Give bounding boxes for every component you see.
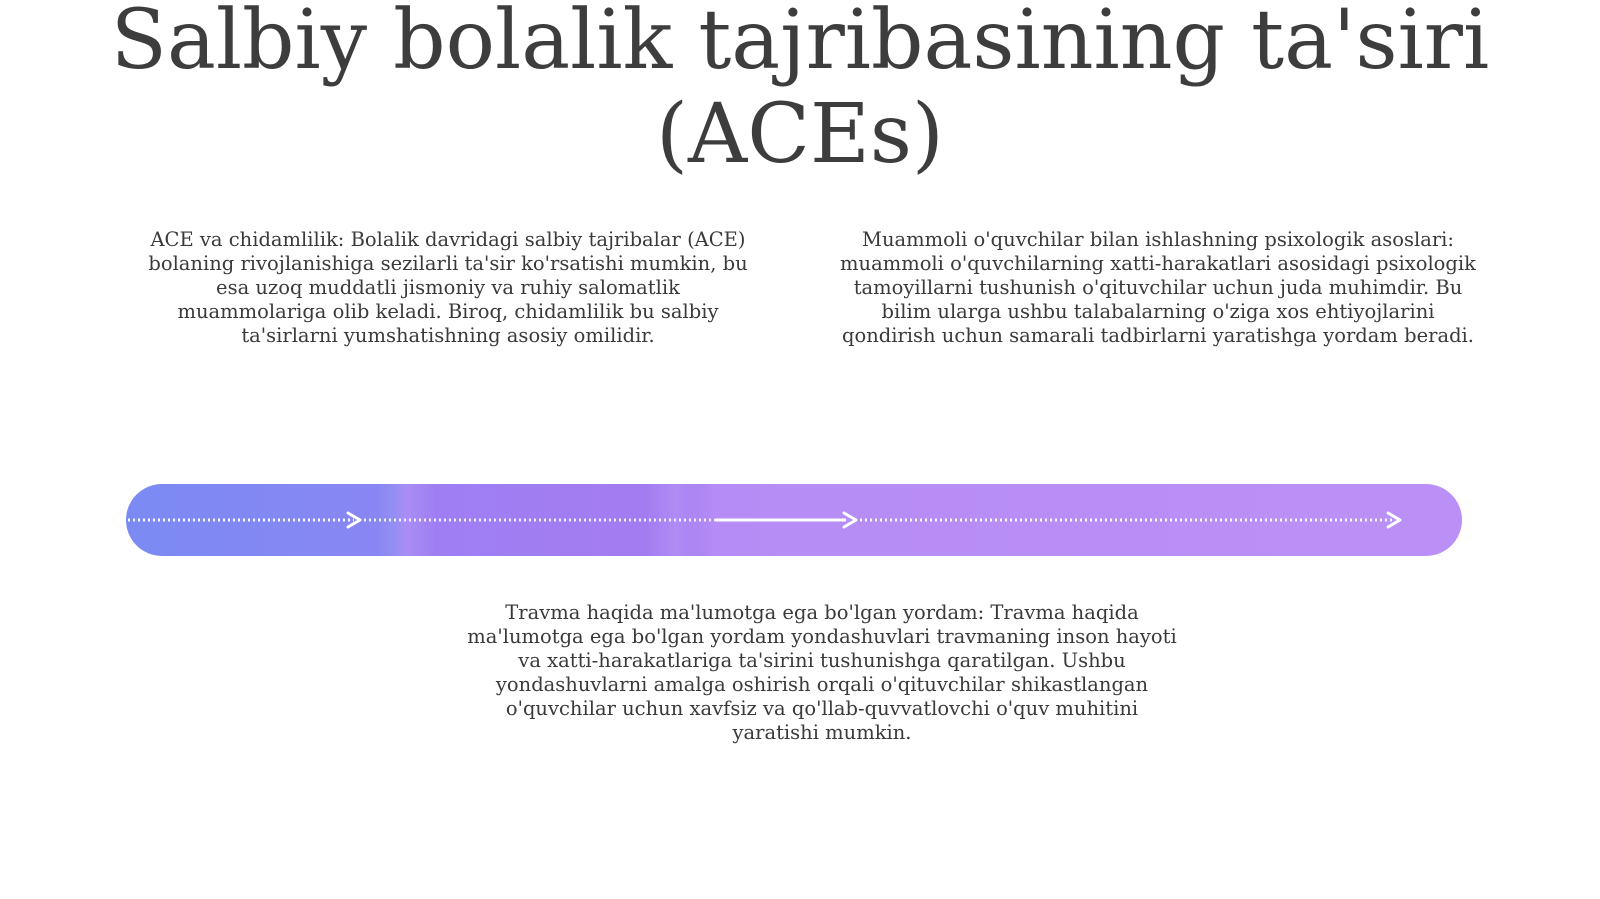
psych-foundations-text: Muammoli o'quvchilar bilan ishlashning psixologik asoslari: muammoli o'quvchilarning xatti-harakatlari asosidagi psixologik tamoyillarni tushunish o'qituvchilar uchun juda muhimdir. Bu bilim ularga ushbu talabalarning o'ziga xos ehtiyojlarini qondirish uchun samarali tadbirlarni yaratishga yordam beradi. <box>840 228 1476 347</box>
page-title: Salbiy bolalik tajribasining ta'siri (ACEs) <box>110 0 1490 182</box>
trauma-informed-text: Travma haqida ma'lumotga ega bo'lgan yordam: Travma haqida ma'lumotga ega bo'lgan yordam yondashuvlari travmaning inson hayoti va xatti-harakatlariga ta'sirini tushunishga qaratilgan. Ushbu yondashuvlarni amalga oshirish orqali o'qituvchilar shikastlangan o'quvchilar uchun xavfsiz va qo'llab-quvvatlovchi o'quv muhitini yaratishi mumkin. <box>467 601 1177 744</box>
timeline-bar <box>126 484 1462 556</box>
timeline-graphic <box>126 484 1462 556</box>
ace-resilience-text: ACE va chidamlilik: Bolalik davridagi salbiy tajribalar (ACE) bolaning rivojlanishiga sezilarli ta'sir ko'rsatishi mumkin, bu esa uzoq muddatli jismoniy va ruhiy salomatlik muammolariga olib keladi. Biroq, chidamlilik bu salbiy ta'sirlarni yumshatishning asosiy omilidir. <box>148 228 748 347</box>
